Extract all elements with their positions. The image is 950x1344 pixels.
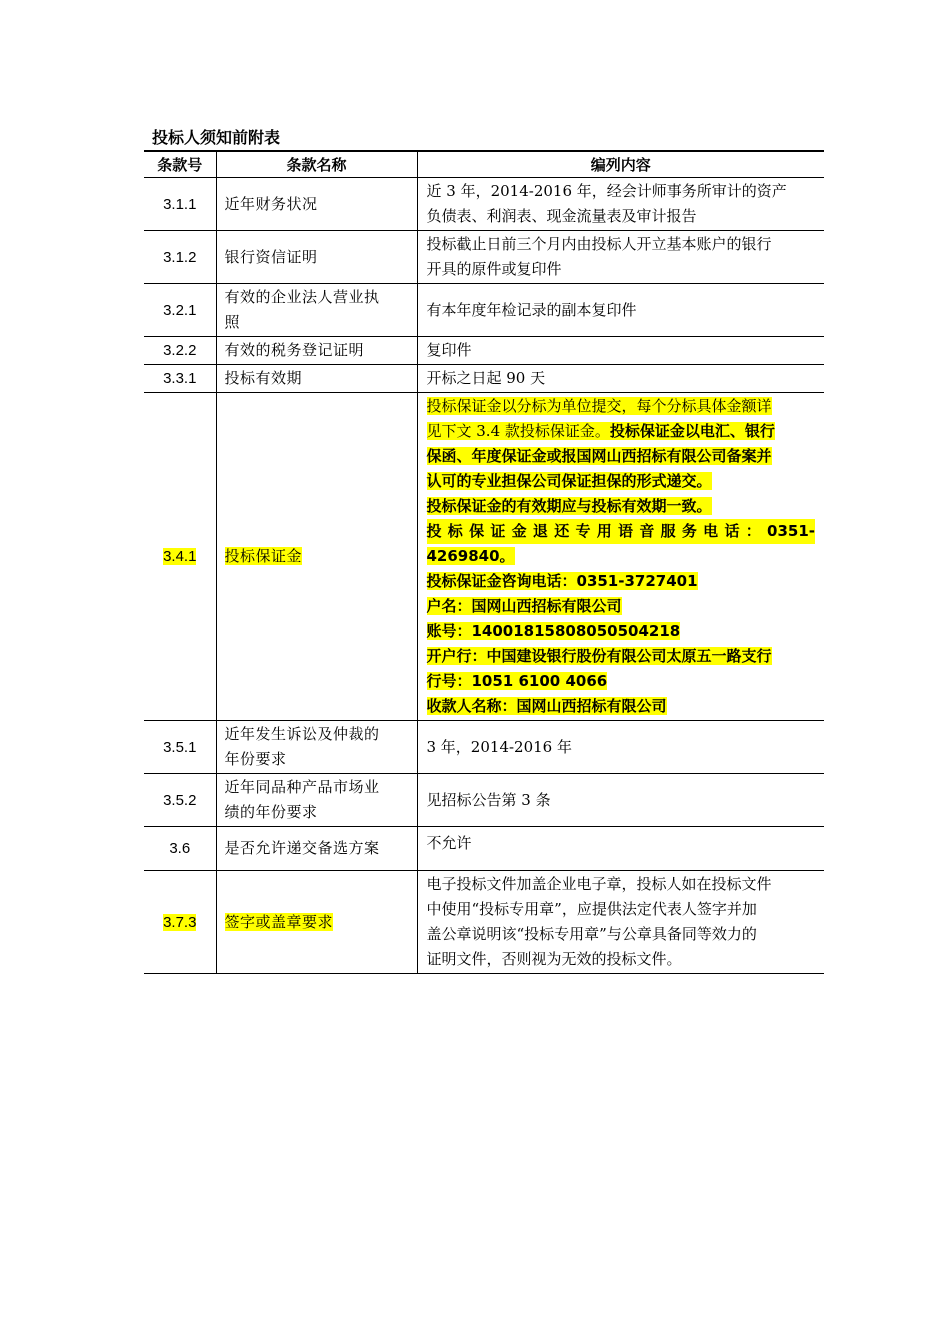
clause-content: 开标之日起 90 天 — [417, 365, 824, 393]
table-row — [144, 284, 824, 337]
clause-number: 3.1.1 — [144, 178, 216, 231]
table-row — [144, 827, 824, 871]
content-line: 保函、年度保证金或报国网山西招标有限公司备案并 — [426, 447, 772, 465]
clause-content: 复印件 — [417, 337, 824, 365]
clause-name: 投标保证金 — [216, 393, 417, 721]
clause-name-line: 照 — [224, 313, 241, 331]
bank-line: 开户行：中国建设银行股份有限公司太原五一路支行 — [426, 647, 772, 665]
clause-number: 3.4.1 — [144, 393, 216, 721]
content-line: 近 3 年，2014-2016 年，经会计师事务所审计的资产 — [426, 182, 787, 200]
content-line: 投标保证金以分标为单位提交，每个分标具体金额详 — [426, 397, 772, 415]
bid-notice-table — [144, 150, 824, 974]
account-name-line: 户名：国网山西招标有限公司 — [426, 597, 622, 615]
clause-number: 3.2.2 — [144, 337, 216, 365]
clause-content: 3 年，2014-2016 年 — [417, 721, 824, 774]
header-content: 编列内容 — [417, 151, 824, 178]
clause-content — [417, 871, 824, 974]
clause-name — [216, 284, 417, 337]
table-row — [144, 178, 824, 231]
inquiry-phone-line: 投标保证金咨询电话：0351-3727401 — [426, 572, 698, 590]
clause-name — [216, 721, 417, 774]
clause-name-line: 有效的企业法人营业执 — [224, 288, 380, 306]
clause-name: 签字或盖章要求 — [216, 871, 417, 974]
content-line: 认可的专业担保公司保证担保的形式递交。 — [426, 472, 712, 490]
clause-content — [417, 231, 824, 284]
content-line: 投标截止日前三个月内由投标人开立基本账户的银行 — [426, 235, 772, 253]
clause-name: 有效的税务登记证明 — [216, 337, 417, 365]
clause-content: 见招标公告第 3 条 — [417, 774, 824, 827]
bank-code-line: 行号：1051 6100 4066 — [426, 672, 608, 690]
account-number-line: 账号：14001815808050504218 — [426, 622, 681, 640]
content-line: 投标保证金的有效期应与投标有效期一致。 — [426, 497, 712, 515]
content-line: 证明文件，否则视为无效的投标文件。 — [426, 950, 682, 968]
content-line: 盖公章说明该“投标专用章”与公章具备同等效力的 — [426, 925, 757, 943]
header-clause-name: 条款名称 — [216, 151, 417, 178]
clause-name: 近年财务状况 — [216, 178, 417, 231]
content-line: 中使用“投标专用章”，应提供法定代表人签字并加 — [426, 900, 757, 918]
clause-number: 3.6 — [144, 827, 216, 871]
clause-name-line: 近年同品种产品市场业 — [224, 778, 380, 796]
header-clause-number: 条款号 — [144, 151, 216, 178]
clause-name-line: 年份要求 — [224, 750, 287, 768]
content-line: 负债表、利润表、现金流量表及审计报告 — [426, 207, 697, 225]
clause-number: 3.1.2 — [144, 231, 216, 284]
clause-number: 3.2.1 — [144, 284, 216, 337]
clause-name-line: 近年发生诉讼及仲裁的 — [224, 725, 380, 743]
table-row — [144, 721, 824, 774]
clause-number: 3.5.2 — [144, 774, 216, 827]
table-header-row — [144, 151, 824, 178]
content-line: 开具的原件或复印件 — [426, 260, 562, 278]
content-line: 见下文 3.4 款投标保证金。投标保证金以电汇、银行 — [426, 422, 775, 440]
clause-content — [417, 178, 824, 231]
clause-content: 不允许 — [417, 827, 824, 871]
clause-number: 3.3.1 — [144, 365, 216, 393]
page-title: 投标人须知前附表 — [152, 128, 281, 147]
table-row — [144, 337, 824, 365]
clause-content — [417, 393, 824, 721]
content-line: 4269840。 — [426, 547, 515, 565]
payee-line: 收款人名称：国网山西招标有限公司 — [426, 697, 667, 715]
content-line: 电子投标文件加盖企业电子章，投标人如在投标文件 — [426, 875, 772, 893]
clause-name: 投标有效期 — [216, 365, 417, 393]
table-row — [144, 231, 824, 284]
clause-number: 3.5.1 — [144, 721, 216, 774]
table-row — [144, 365, 824, 393]
refund-phone-line: 投标保证金退还专用语音服务电话：0351- — [427, 519, 816, 544]
clause-number: 3.7.3 — [144, 871, 216, 974]
clause-name: 是否允许递交备选方案 — [216, 827, 417, 871]
clause-content: 有本年度年检记录的副本复印件 — [417, 284, 824, 337]
clause-name-line: 绩的年份要求 — [224, 803, 318, 821]
clause-name: 银行资信证明 — [216, 231, 417, 284]
table-row — [144, 871, 824, 974]
table-row — [144, 393, 824, 721]
clause-name — [216, 774, 417, 827]
table-row — [144, 774, 824, 827]
